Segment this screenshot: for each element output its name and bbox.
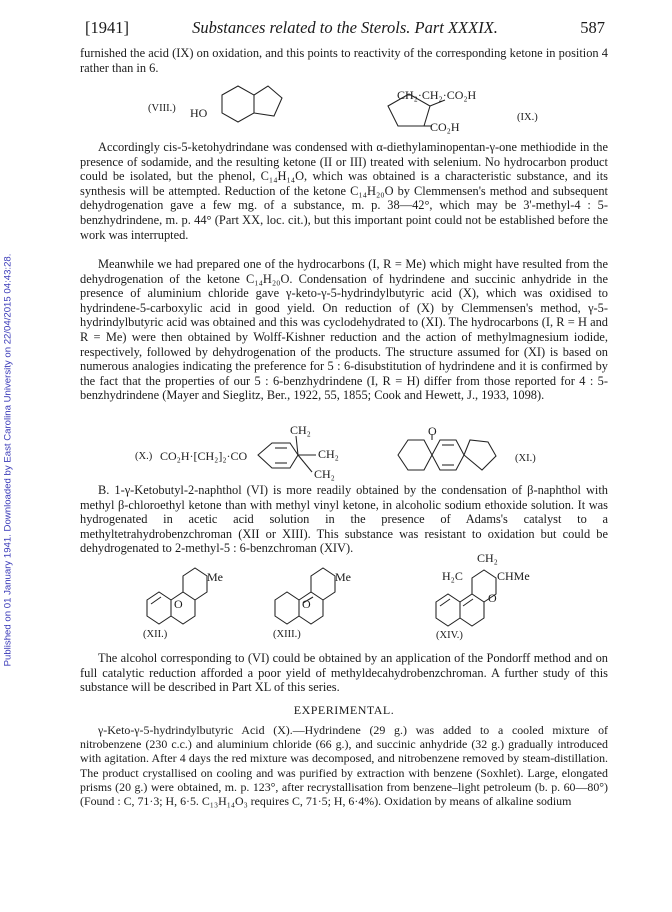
paragraph-4: B. 1-γ-Ketobutyl-2-naphthol (VI) is more readily obtained by the condensation of β-naphthol with methyl β-chloroethyl ketone than with methyl vinyl ketone, in alcoholic sodium ethoxide solution. It was hydrogenated in acetic acid solution in the presence of Adams's catalyst to a methyltetrahydrobenzchroman (XII or XIII). This substance was resistant to oxidation but could be dehydrogenated to 2-methyl-5 : 6-benzchroman (XIV). — [80, 483, 608, 556]
viii-ho: HO — [190, 106, 208, 120]
paragraph-5: The alcohol corresponding to (VI) could be obtained by an application of the Pondorff method and on full catalytic reduction afforded a poor yield of methyldecahydrobenzchroman. A further study of this substance will be described in Part XL of this series. — [80, 651, 608, 695]
xii-ring-a — [147, 592, 171, 624]
label-xi: (XI.) — [515, 453, 536, 464]
experimental-heading: EXPERIMENTAL. — [293, 703, 395, 717]
xi-oxygen: O — [428, 424, 437, 438]
ix-bottom-group: CO₂H — [430, 120, 460, 134]
paragraph-2: Accordingly cis-5-ketohydrindane was condensed with α-diethylaminopentan-γ-one methiodide in the presence of sodamide, and the resulting ketone (II or III) treated with selenium. No hydrocarbon product could be isolated, but the phenol, C₁₄H₁₄O, which was obtained is a characteristic substance, and its synthesis will be attempted. Reduction of the ketone C₁₄H₂₀O by Clemmensen's method and subsequent dehydrogenation gave a few mg. of a substance, m. p. 38—42°, which may be 3'-methyl-4 : 5-benzhydrindene, m. p. 44° (Part XX, loc. cit.), but this important point could not be established before the work was interrupted. — [80, 140, 608, 242]
paragraph-3: Meanwhile we had prepared one of the hydrocarbons (I, R = Me) which might have resulted from the dehydrogenation of the ketone C₁₄H₂₀O. Condensation of hydrindene and succinic anhydride in the presence of aluminium chloride gave γ-keto-γ-5-hydrindylbutyric acid (X), which was oxidised to hydrindene-5-carboxylic acid in good yield. On reduction of (X) by Clemmensen's method, γ-5-hydrindylbutyric acid was obtained and this was cyclodehydrated to (XI). The hydrocarbons (I, R = H and R = Me) were then obtained by Wolff-Kishner reduction and the action of methylmagnesium iodide, respectively, followed by dehydrogenation of the products. The structure assumed for (XI) is based on numerous analogies indicating the preference for 5 : 6-disubstitution of hydrindene and it is confirmed by the fact that the properties of our 5 : 6-benzhydrindene (I, R = H) differ from those reported for 4 : 5-benzhydrindene (Mayer and Sieglitz, Ber., 1922, 55, 1855; Cook and Hewett, J., 1933, 1098). — [80, 257, 608, 403]
x-ch2-mid: CH₂ — [318, 447, 339, 461]
xiv-o: O — [488, 591, 497, 605]
header-page-number: 587 — [580, 18, 605, 37]
label-x: (X.) — [135, 451, 153, 462]
x-ch2-bot: CH₂ — [314, 467, 335, 481]
xiv-chme: CHMe — [497, 569, 530, 583]
ix-top-chain: CH₂·CH₂·CO₂H — [397, 88, 477, 102]
xiv-ring-b — [460, 594, 484, 626]
xiv-h2c: H₂C — [442, 569, 463, 583]
label-ix: (IX.) — [517, 112, 538, 123]
paragraph-1: furnished the acid (IX) on oxidation, and this points to reactivity of the corresponding ketone in position 4 rather than in 6. — [80, 46, 608, 75]
download-notice-text: Published on 01 January 1941. Downloaded by East Carolina University on 22/04/2015 04:43:28. — [2, 253, 14, 667]
header-year: [1941] — [85, 18, 129, 37]
xii-o: O — [174, 597, 183, 611]
header-title: Substances related to the Sterols. Part XXXIX. — [192, 18, 498, 37]
paragraph-6: γ-Keto-γ-5-hydrindylbutyric Acid (X).—Hydrindene (29 g.) was added to a cooled mixture of nitrobenzene (230 c.c.) and aluminium chloride (66 g.), and succinic anhydride (32 g.) gradually introduced with agitation. After 4 days the red mixture was decomposed, and nitrobenzene removed by steam-distillation. The product crystallised on cooling and was purified by extraction with benzene (Soxhlet). Large, elongated prisms (20 g.) were obtained, m. p. 123°, after recrystallisation from benzene–light petroleum (b. p. 60—80°) (Found : C, 71·3; H, 6·5. C₁₃H₁₄O₃ requires C, 71·5; H, 6·4%). Oxidation by means of alkaline sodium — [80, 723, 608, 809]
xiii-ring-a — [275, 592, 299, 624]
xiii-o: O — [302, 597, 311, 611]
label-xiv: (XIV.) — [436, 630, 463, 641]
label-xiii: (XIII.) — [273, 629, 301, 640]
label-xii: (XII.) — [143, 629, 168, 640]
x-ch2-top: CH₂ — [290, 423, 311, 437]
xiv-ring-a — [436, 594, 460, 626]
xii-ring-c — [183, 568, 207, 600]
xiii-ring-c — [311, 568, 335, 600]
label-viii: (VIII.) — [148, 103, 176, 114]
xii-me: Me — [207, 570, 223, 584]
x-chain: CO₂H·[CH₂]₂·CO — [160, 449, 248, 463]
xiii-me: Me — [335, 570, 351, 584]
xiv-ch2: CH₂ — [477, 551, 498, 565]
